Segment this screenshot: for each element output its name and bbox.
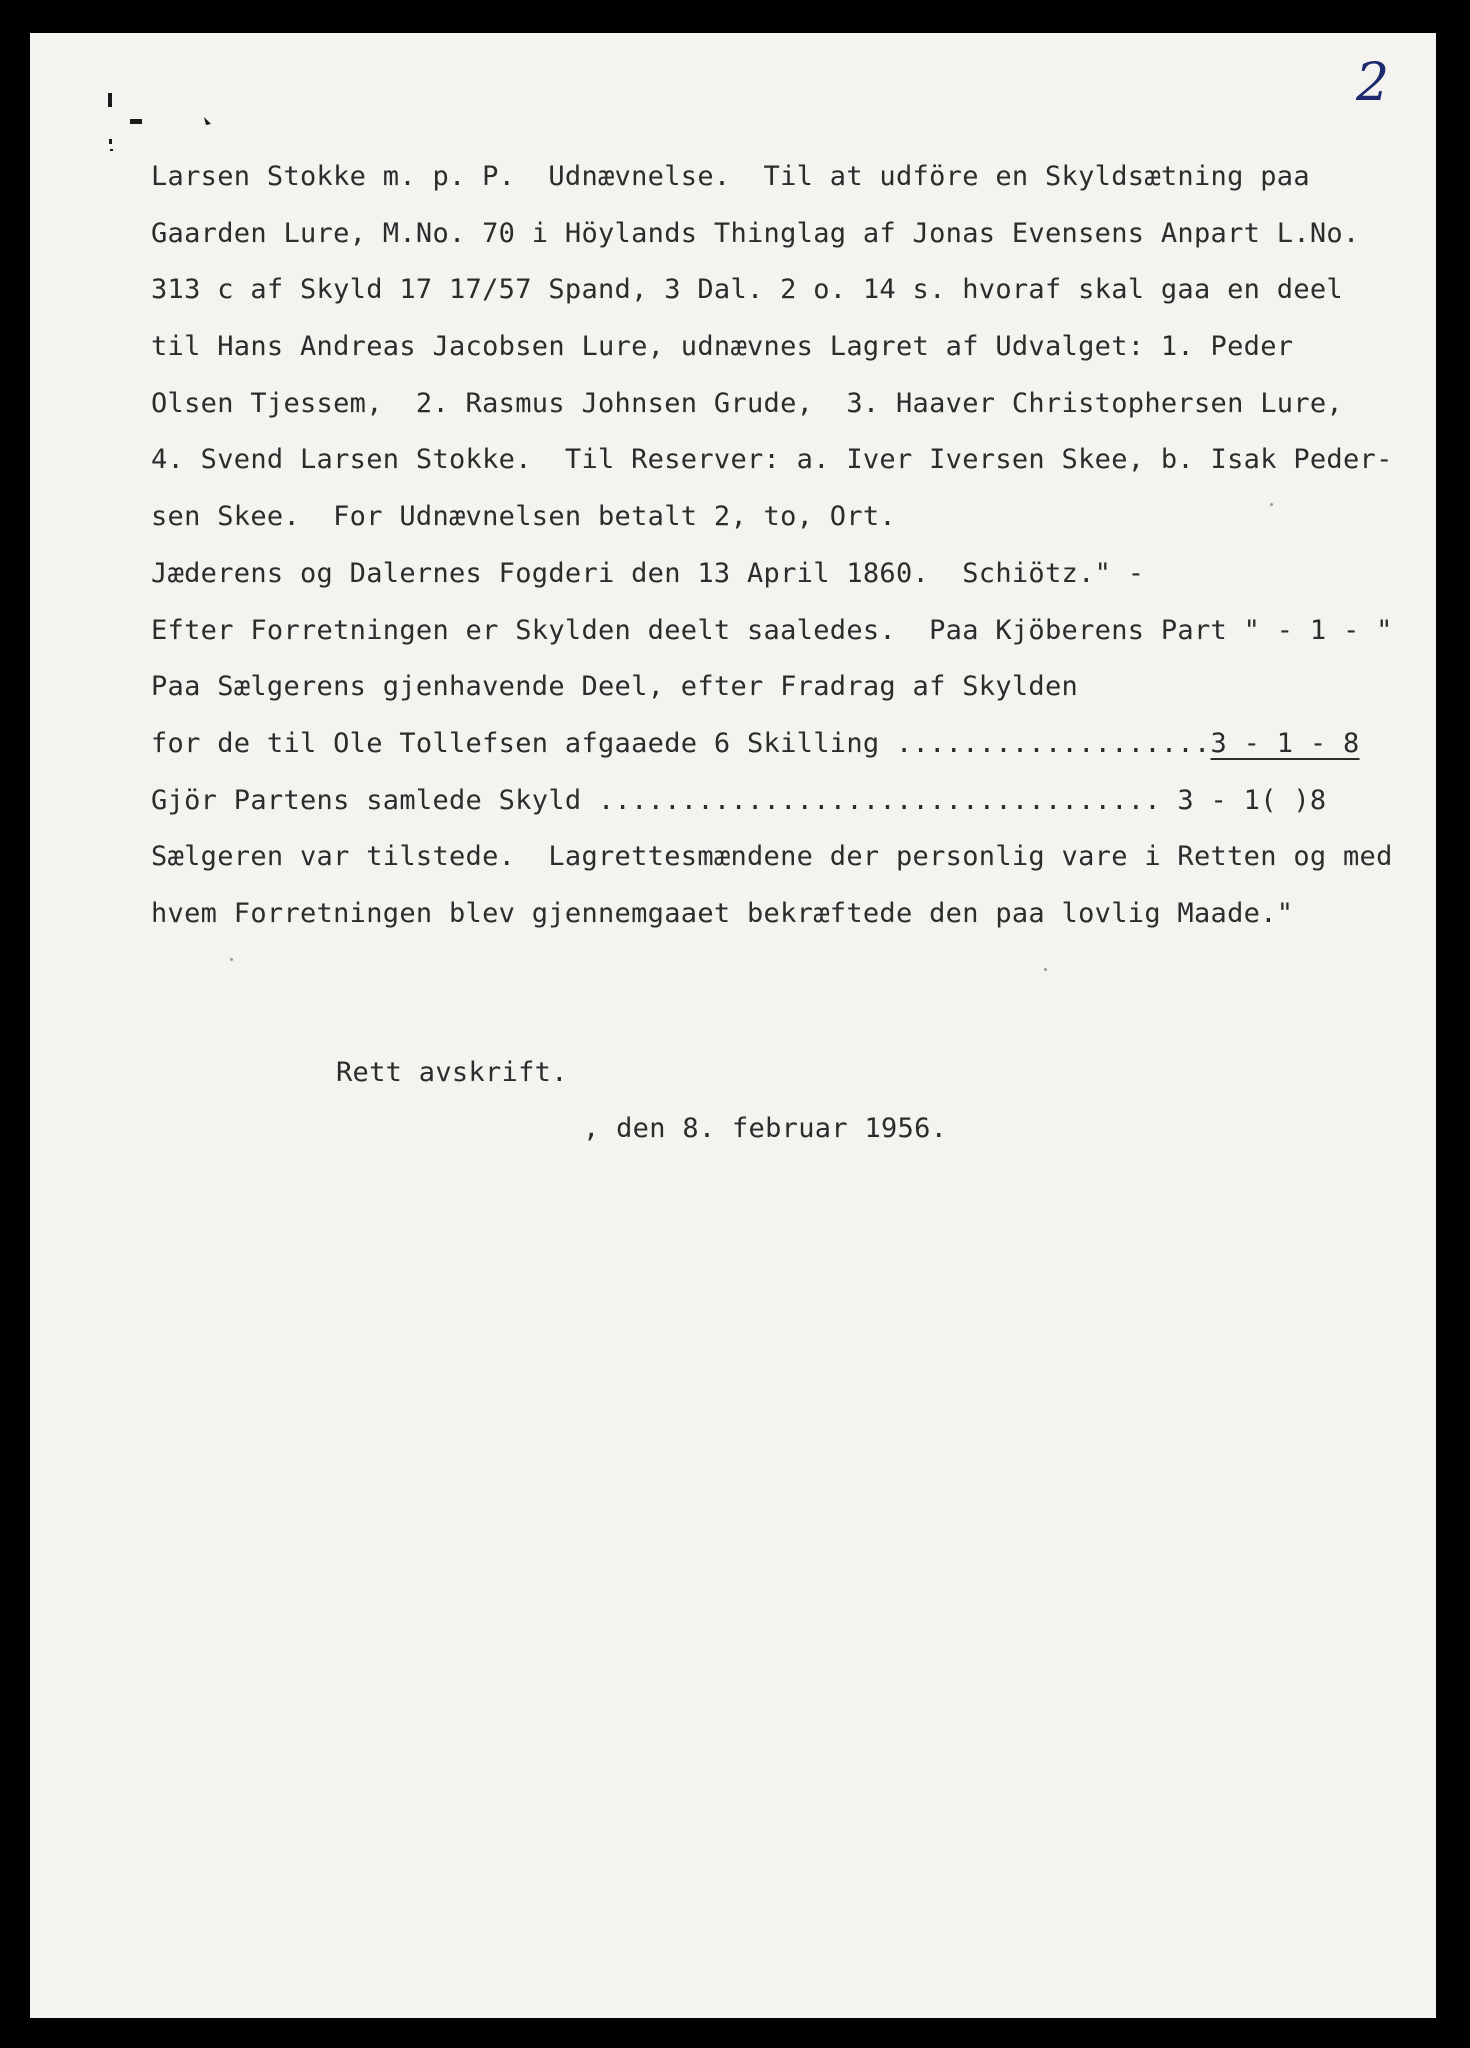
closing-block bbox=[151, 1045, 1251, 1157]
paper-speck bbox=[1270, 503, 1273, 506]
text-line: Larsen Stokke m. p. P. Udnævnelse. Til at udföre en Skyldsætning paa bbox=[151, 161, 1310, 192]
text-line: 313 c af Skyld 17 17/57 Spand, 3 Dal. 2 o. 14 s. hvoraf skal gaa en deel bbox=[151, 274, 1343, 306]
text-line: Paa Sælgerens gjenhavende Deel, efter Fradrag af Skylden bbox=[151, 671, 1079, 703]
total-line: Gjör Partens samlede Skyld .................................. 3 - 1( )8 bbox=[151, 784, 1327, 816]
text-line: Sælgeren var tilstede. Lagrettesmændene der personlig vare i Retten og med bbox=[151, 841, 1393, 873]
text-line: Olsen Tjessem, 2. Rasmus Johnsen Grude, 3. Haaver Christophersen Lure, bbox=[151, 387, 1343, 419]
text-line: til Hans Andreas Jacobsen Lure, udnævnes Lagret af Udvalget: 1. Peder bbox=[151, 331, 1294, 363]
text-line: hvem Forretningen blev gjennemgaaet bekræftede den paa lovlig Maade." bbox=[151, 897, 1294, 929]
certification-text: Rett avskrift. bbox=[336, 1057, 568, 1088]
paper-speck bbox=[230, 958, 233, 961]
text-line: sen Skee. For Udnævnelsen betalt 2, to, Ort. bbox=[151, 501, 896, 533]
calculation-text: for de til Ole Tollefsen afgaaede 6 Skilling ................... bbox=[151, 727, 1211, 759]
text-line: Gaarden Lure, M.No. 70 i Höylands Thinglag af Jonas Evensens Anpart L.No. bbox=[151, 217, 1360, 249]
punch-mark-icon bbox=[78, 61, 218, 151]
document-page bbox=[30, 33, 1436, 2018]
paper-speck bbox=[1044, 968, 1047, 971]
calculation-amount: 3 - 1 - 8 bbox=[1210, 727, 1360, 759]
date-line: , den 8. februar 1956. bbox=[583, 1113, 948, 1144]
text-line: Efter Forretningen er Skylden deelt saaledes. Paa Kjöberens Part " - 1 - " bbox=[151, 614, 1393, 646]
body-text bbox=[151, 149, 1431, 943]
text-line: 4. Svend Larsen Stokke. Til Reserver: a. Iver Iversen Skee, b. Isak Peder- bbox=[151, 444, 1393, 476]
calculation-line bbox=[151, 716, 1431, 773]
page-number: 2 bbox=[1356, 53, 1390, 113]
text-line: Jæderens og Dalernes Fogderi den 13 April 1860. Schiötz." - bbox=[151, 557, 1145, 589]
